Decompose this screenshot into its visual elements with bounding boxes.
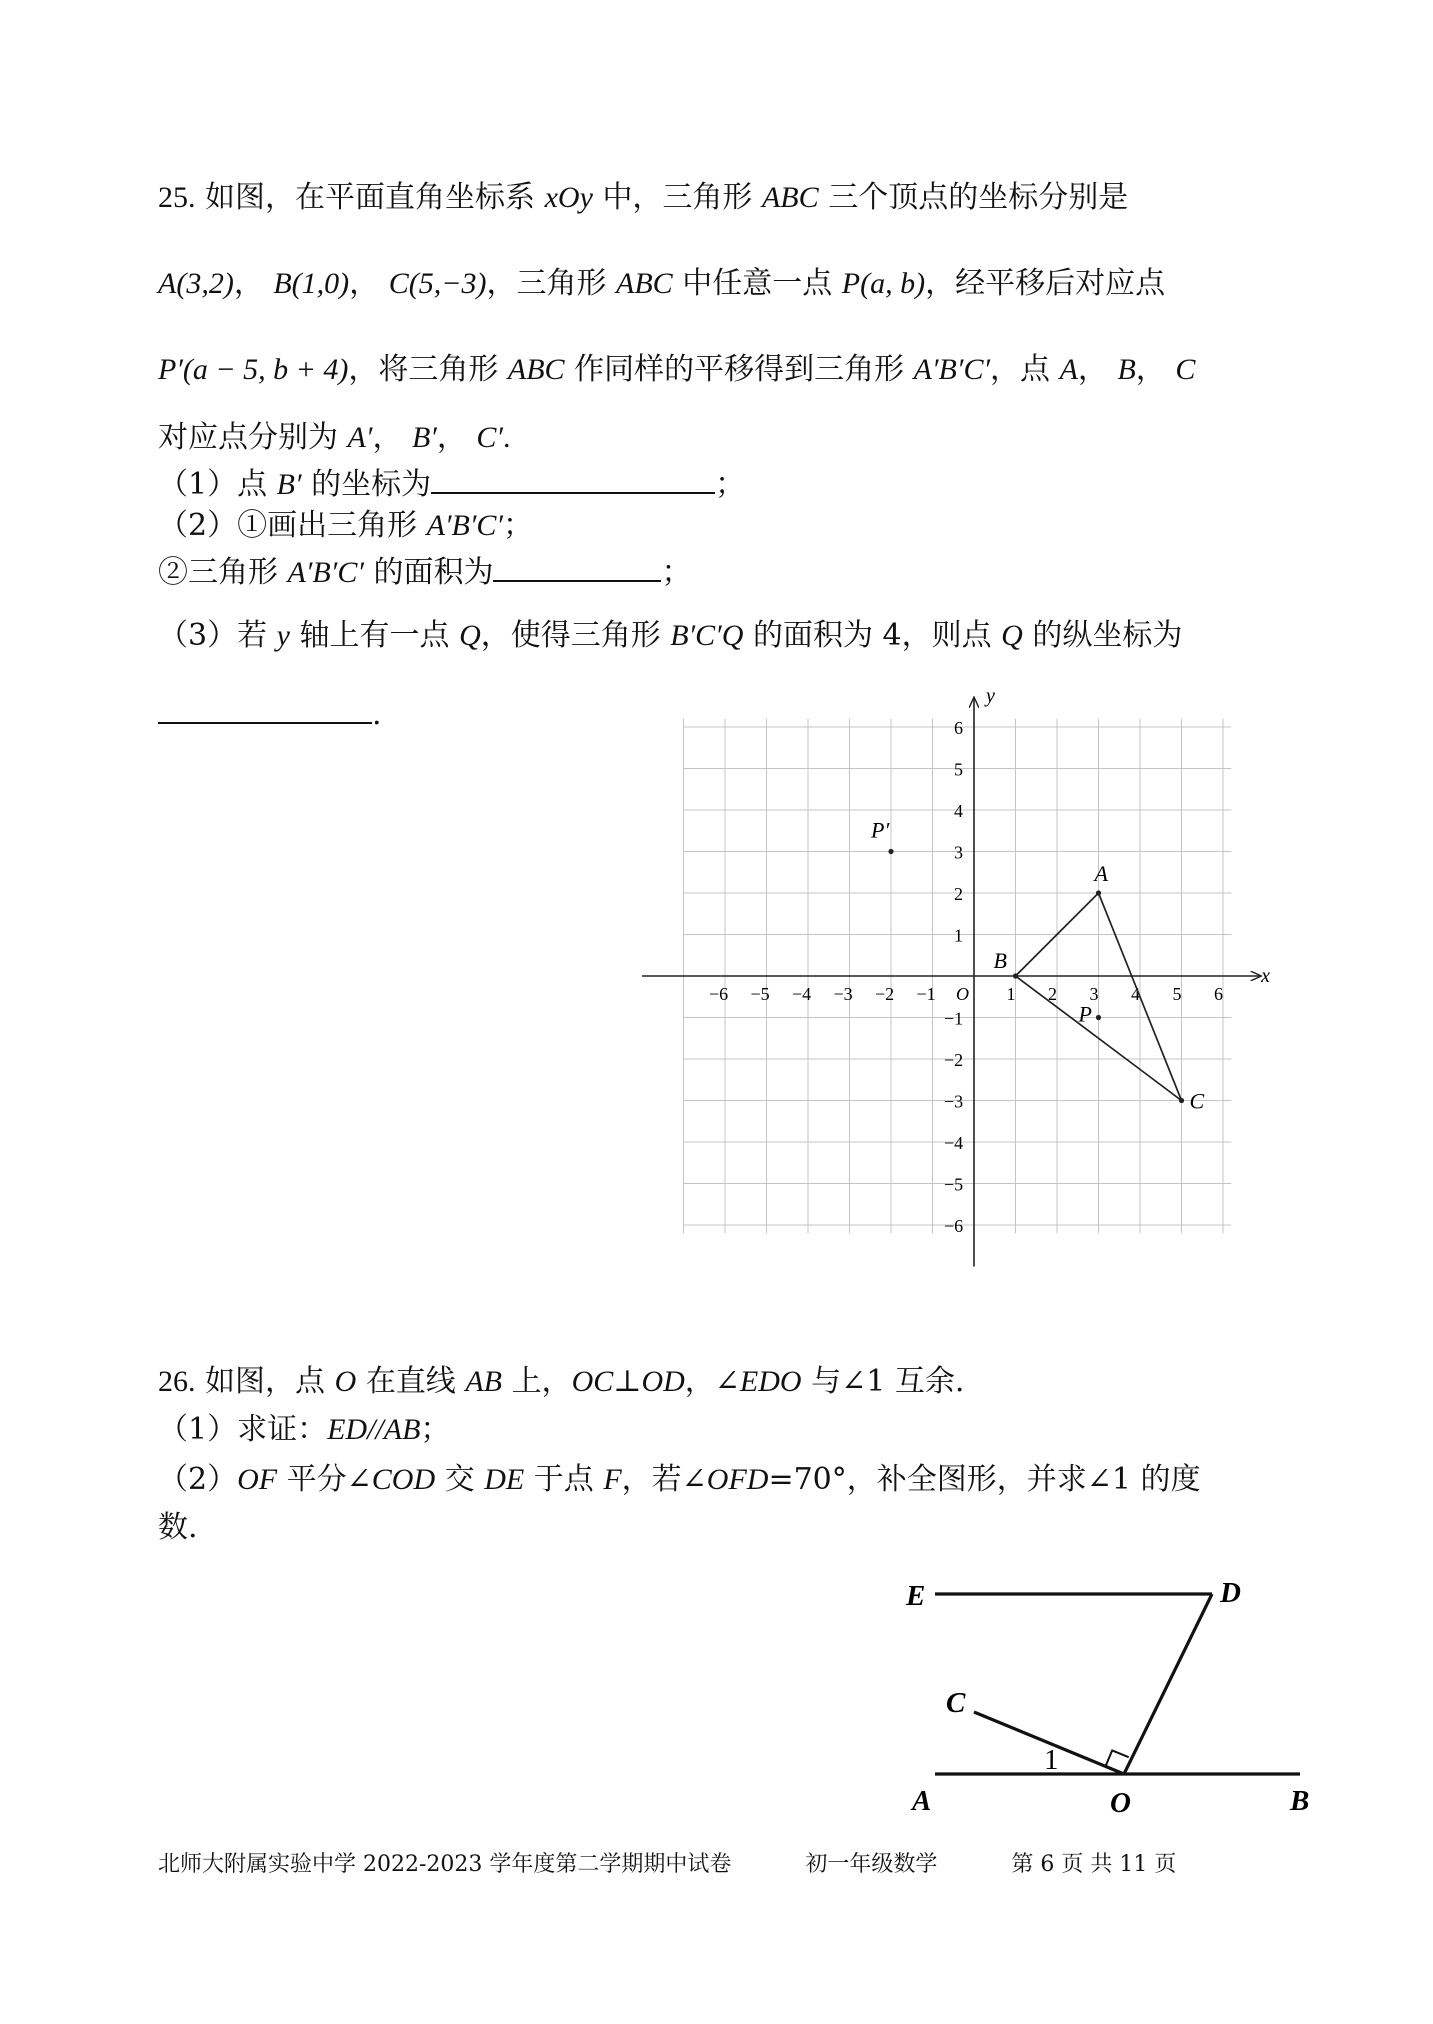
text: ，若∠ — [621, 1462, 707, 1497]
q26-sub-1 — [158, 1412, 450, 1448]
text: 中任意一点 — [682, 266, 833, 301]
text: ， — [1135, 352, 1166, 387]
math-b: B — [1117, 353, 1136, 386]
text: 如图，在平面直角坐标系 — [205, 180, 536, 215]
text: 上， — [511, 1364, 572, 1399]
text: 的面积为 4，则点 — [752, 618, 992, 653]
page-footer — [158, 1852, 1176, 1878]
text: ，三角形 — [486, 266, 607, 301]
point-a-coord: A(3,2) — [158, 267, 234, 300]
text: 的坐标为 — [311, 467, 432, 502]
text: =70°，补全图形，并求∠1 的度 — [768, 1462, 1201, 1497]
point-P-dot — [1096, 1015, 1101, 1020]
right-angle-mark — [1106, 1750, 1129, 1766]
q25-sub-3-answer — [158, 694, 382, 733]
text: 交 — [444, 1462, 475, 1497]
q25-sub-2 — [158, 508, 533, 544]
point-p-coord: P(a, b) — [841, 267, 926, 300]
math-apbpcp: A′B′C′ — [913, 353, 991, 386]
geometry-figure — [890, 1550, 1320, 1830]
text: ，使得三角形 — [480, 618, 661, 653]
y-tick-label: 5 — [954, 759, 963, 780]
math-ab: AB — [465, 1365, 503, 1398]
point-A-dot — [1096, 890, 1101, 895]
coordinate-grid — [650, 684, 1271, 1264]
math-of: OF — [237, 1463, 278, 1496]
x-tick-label: −2 — [875, 984, 895, 1004]
math-apbpcp: A′B′C′ — [287, 556, 364, 589]
footer-page: 第 6 页 共 11 页 — [1011, 1852, 1177, 1877]
y-tick-label: 3 — [954, 842, 963, 863]
text: ，∠ — [684, 1364, 740, 1399]
x-tick-label: −3 — [833, 984, 853, 1004]
label-e: E — [906, 1580, 926, 1612]
y-tick-label: 4 — [954, 801, 963, 821]
x-tick-label: −5 — [750, 984, 770, 1004]
x-tick-label: 2 — [1048, 984, 1057, 1004]
point-B-dot — [1013, 973, 1018, 978]
math-cod: COD — [371, 1463, 436, 1496]
point-P′-dot — [888, 849, 893, 854]
label-a: A — [912, 1785, 932, 1817]
answer-blank-1[interactable] — [431, 464, 715, 494]
text: （3）若 — [158, 618, 268, 653]
y-axis-label: y — [986, 685, 995, 708]
question-number: 26. — [158, 1365, 196, 1398]
text: ， — [349, 266, 380, 301]
q25-line-1 — [158, 180, 1128, 216]
q25-line-2 — [158, 266, 1165, 302]
point-label: B — [993, 948, 1007, 973]
q25-sub-1 — [158, 464, 745, 503]
text: （1）点 — [158, 467, 268, 502]
math-abc: ABC — [507, 353, 565, 386]
label-b: B — [1290, 1785, 1310, 1817]
line-od — [1124, 1594, 1212, 1774]
q25-line-3 — [158, 352, 1195, 388]
math-ed-parallel-ab: ED//AB — [327, 1413, 421, 1446]
answer-blank-3[interactable] — [158, 694, 372, 724]
math-ap: A′ — [347, 421, 373, 454]
text: 对应点分别为 — [158, 420, 338, 455]
math-c: C — [1175, 353, 1196, 386]
label-c: C — [946, 1687, 966, 1719]
x-tick-label: 3 — [1089, 984, 1099, 1004]
x-tick-label: 6 — [1214, 984, 1223, 1004]
x-tick-label: −6 — [709, 984, 729, 1004]
text: ， — [233, 266, 264, 301]
y-tick-label: −5 — [944, 1174, 964, 1195]
text: （2） — [158, 1462, 238, 1497]
q25-sub-3 — [158, 618, 1182, 654]
text: 三个顶点的坐标分别是 — [828, 180, 1129, 215]
math-cp: C′ — [476, 421, 503, 454]
math-y: y — [276, 619, 290, 652]
math-q: Q — [459, 619, 481, 652]
math-bp: B′ — [276, 468, 302, 501]
q26-line-1 — [158, 1364, 964, 1400]
y-tick-label: −6 — [944, 1216, 964, 1236]
text: 中，三角形 — [602, 180, 753, 215]
q26-sub-2 — [158, 1462, 1201, 1498]
point-label: A — [1094, 861, 1108, 886]
text: ； — [503, 508, 533, 543]
y-tick-label: −1 — [944, 1008, 964, 1029]
math-abc: ABC — [761, 181, 819, 214]
text: 的面积为 — [373, 555, 494, 590]
point-label: P′ — [871, 817, 890, 843]
y-tick-label: 6 — [954, 718, 963, 738]
math-q: Q — [1001, 619, 1023, 652]
math-oc-perp-od: OC⊥OD — [571, 1365, 685, 1398]
math-apbpcp: A′B′C′ — [426, 509, 503, 542]
y-tick-label: 2 — [954, 884, 963, 904]
x-tick-label: 1 — [1006, 984, 1016, 1004]
text: （1）求证： — [158, 1412, 328, 1447]
point-c-coord: C(5,−3) — [388, 267, 487, 300]
text: . — [503, 421, 511, 454]
point-label: C — [1189, 1088, 1205, 1114]
text: 如图，点 — [205, 1364, 326, 1399]
y-tick-label: −2 — [944, 1050, 964, 1070]
x-tick-label: 4 — [1131, 984, 1140, 1004]
math-bp: B′ — [411, 421, 437, 454]
text: 数. — [158, 1510, 198, 1545]
x-tick-label: −1 — [916, 984, 936, 1004]
text: ，点 — [990, 352, 1051, 387]
text: ， — [372, 420, 403, 455]
question-number: 25. — [158, 181, 196, 214]
x-tick-label: −4 — [792, 984, 812, 1004]
label-angle-1: 1 — [1044, 1744, 1059, 1776]
text: . — [372, 697, 382, 732]
text: ； — [661, 555, 692, 590]
math-xoy: xOy — [544, 181, 593, 214]
footer-school: 北师大附属实验中学 2022-2023 学年度第二学期期中试卷 — [158, 1852, 732, 1877]
text: 在直线 — [365, 1364, 456, 1399]
math-abc: ABC — [616, 267, 673, 300]
math-edo: EDO — [739, 1365, 802, 1398]
point-b-coord: B(1,0) — [273, 267, 350, 300]
x-axis-label: x — [1261, 965, 1271, 987]
math-bpcpq: B′C′Q — [670, 619, 744, 652]
text: ， — [1077, 352, 1108, 387]
y-tick-label: −4 — [944, 1133, 964, 1153]
q25-line-4 — [158, 420, 511, 456]
text: 作同样的平移得到三角形 — [574, 352, 905, 387]
point-pprime-coord: P′(a − 5, b + 4) — [158, 353, 349, 386]
q26-sub-2-cont — [158, 1510, 198, 1546]
math-ofd: OFD — [706, 1463, 769, 1496]
text: 于点 — [533, 1462, 594, 1497]
text: （2）①画出三角形 — [158, 508, 418, 543]
q25-sub-2b — [158, 552, 691, 591]
point-C-dot — [1179, 1098, 1184, 1103]
text: ； — [715, 467, 746, 502]
text: ； — [420, 1412, 451, 1447]
answer-blank-2[interactable] — [493, 552, 661, 582]
point-label: P — [1078, 1001, 1092, 1027]
footer-subject: 初一年级数学 — [805, 1852, 938, 1877]
math-de: DE — [484, 1463, 525, 1496]
origin-label: O — [956, 984, 969, 1004]
text: ， — [436, 420, 467, 455]
text: ②三角形 — [158, 555, 278, 590]
text: 平分∠ — [286, 1462, 372, 1497]
text: ，将三角形 — [348, 352, 499, 387]
text: 与∠1 互余. — [811, 1364, 965, 1399]
text: 轴上有一点 — [299, 618, 450, 653]
math-f: F — [603, 1463, 622, 1496]
y-tick-label: 1 — [954, 925, 963, 946]
math-a: A — [1059, 353, 1078, 386]
label-o: O — [1110, 1787, 1131, 1819]
label-d: D — [1220, 1577, 1241, 1609]
math-o: O — [334, 1365, 357, 1398]
x-tick-label: 5 — [1172, 984, 1182, 1004]
text: 的纵坐标为 — [1032, 618, 1183, 653]
y-tick-label: −3 — [944, 1091, 964, 1112]
text: ，经平移后对应点 — [925, 266, 1166, 301]
